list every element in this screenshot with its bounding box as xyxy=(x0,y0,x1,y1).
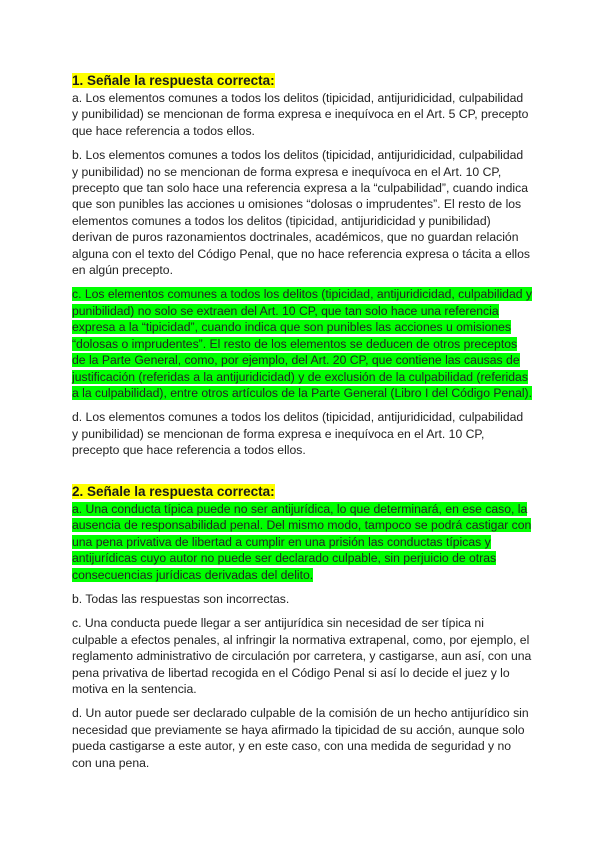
question-1-option-d: d. Los elementos comunes a todos los delitos (tipicidad, antijuridicidad, culpabilidad y punibilidad) se mencionan de forma expresa e inequívoca en el Art. 10 CP, precepto que hace referencia a todos ellos. xyxy=(72,410,524,458)
question-1-option-a: a. Los elementos comunes a todos los delitos (tipicidad, antijuridicidad, culpabilidad y punibilidad) se mencionan de forma expresa e inequívoca en el Art. 5 CP, precepto que hace referencia a todos ellos. xyxy=(72,91,529,138)
question-2-option-c: c. Una conducta puede llegar a ser antijurídica sin necesidad de ser típica ni culpable a efectos penales, al infringir la normativa extrapenal, como, por ejemplo, el reglamento administrativo de circulación por carretera, y castigarse, aun así, con una pena privativa de libertad recogida en el Código Penal si así lo decide el juez y lo motiva en la sentencia. xyxy=(72,616,532,697)
question-2-option-b: b. Todas las respuestas son incorrectas. xyxy=(72,592,290,607)
question-1-title: 1. Señale la respuesta correcta: xyxy=(72,73,275,88)
question-1-option-b: b. Los elementos comunes a todos los delitos (tipicidad, antijuridicidad, culpabilidad y punibilidad) no se mencionan de forma expresa e inequívoca en el Art. 10 CP, precepto que tan solo hace una referencia expresa a la “culpabilidad”, cuando indica que son punibles las acciones u omisiones “dolosas o imprudentes”. El resto de los elementos comunes a todos los delitos (tipicidad, antijuridicidad y punibilidad) derivan de puros razonamientos doctrinales, académicos, que no guardan relación alguna con el texto del Código Penal, que no hace referencia expresa o tácita a ellos en algún precepto. xyxy=(72,148,531,278)
question-1-option-c-highlighted: c. Los elementos comunes a todos los delitos (tipicidad, antijuridicidad, culpabilidad y punibilidad) no solo se extraen del Art. 10 CP, que tan solo hace una referencia expresa a la “tipicidad”, cuando indica que son punibles las acciones u omisiones “dolosas o imprudentes”. El resto de los elementos se deducen de otros preceptos de la Parte General, como, por ejemplo, del Art. 20 CP, que contiene las causas de justificación (referidas a la antijuridicidad) y de exclusión de la culpabilidad (referidas a la culpabilidad), entre otros artículos de la Parte General (Libro I del Código Penal). xyxy=(72,287,532,400)
question-2-option-a-highlighted: a. Una conducta típica puede no ser antijurídica, lo que determinará, en ese caso, la ausencia de responsabilidad penal. Del mismo modo, tampoco se podrá castigar con una pena privativa de libertad a cumplir en una prisión las conductas típicas y antijurídicas cuyo autor no puede ser declarado culpable, sin perjuicio de otras consecuencias jurídicas derivadas del delito. xyxy=(72,502,532,582)
question-1 xyxy=(72,72,532,467)
question-2-title: 2. Señale la respuesta correcta: xyxy=(72,484,275,499)
question-2-option-d: d. Un autor puede ser declarado culpable de la comisión de un hecho antijurídico sin necesidad que previamente se haya afirmado la tipicidad de su acción, aunque solo pueda castigarse a este autor, y en este caso, con una medida de seguridad y no con una pena. xyxy=(72,706,529,770)
question-2 xyxy=(72,483,532,779)
